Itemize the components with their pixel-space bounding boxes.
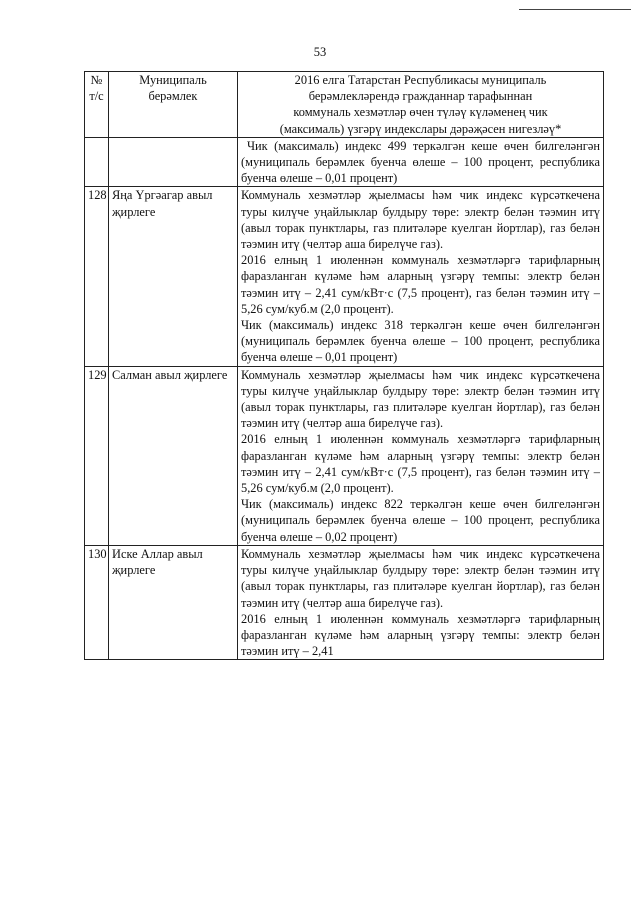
corner-rule — [519, 9, 631, 10]
row-description — [238, 187, 604, 366]
header-description: 2016 елга Татарстан Республикасы муниципаль берәмлекләрендә гражданнар тарафыннан коммуналь хезмәтләр өчен түләү күләменең чик (максималь) үзгәрү индекслары дәрәҗәсен нигезләү* — [238, 72, 604, 138]
services-paragraph: Коммуналь хезмәтләр җыелмасы һәм чик индекс күрсәткечена туры килүче уңайлыклар булдыру төре: электр белән тәэмин итү (авыл торак пунктлары, газ плитәләре куелган йортлар), газ белән тәэмин итү (челтәр аша бирелүче газ). — [241, 188, 600, 252]
tariff-table — [84, 71, 604, 660]
limit-index-paragraph: Чик (максималь) индекс 499 теркәлгән кеше өчен билгеләнгән (муниципаль берәмлек буенча өлеше – 100 процент, республика буенча өлеше – 0,01 процент) — [241, 138, 600, 186]
row-municipality: Яңа Үргәагар авыл җирлеге — [109, 187, 238, 366]
row-number: 129 — [85, 366, 109, 545]
table-row-130 — [85, 545, 604, 659]
row-description — [238, 545, 604, 659]
header-municipality: Муниципаль берәмлек — [109, 72, 238, 138]
row-description — [238, 137, 604, 187]
services-paragraph: Коммуналь хезмәтләр җыелмасы һәм чик индекс күрсәткечена туры килүче уңайлыклар булдыру төре: электр белән тәэмин итү (авыл торак пунктлары, газ плитәләре куелган йортлар), газ белән тәэмин итү (челтәр аша бирелүче газ). — [241, 367, 600, 431]
row-number: 130 — [85, 545, 109, 659]
page-number: 53 — [313, 45, 327, 59]
row-municipality — [109, 137, 238, 187]
table-row-128 — [85, 187, 604, 366]
row-municipality: Иске Аллар авыл җирлеге — [109, 545, 238, 659]
table-row-129 — [85, 366, 604, 545]
services-paragraph: Коммуналь хезмәтләр җыелмасы һәм чик индекс күрсәткечена туры килүче уңайлыклар булдыру төре: электр белән тәэмин итү (авыл торак пунктлары, газ плитәләре куелган йортлар), газ белән тәэмин итү (челтәр аша бирелүче газ). — [241, 546, 600, 610]
header-number: № т/с — [85, 72, 109, 138]
row-number — [85, 137, 109, 187]
table-header-row — [85, 72, 604, 138]
limit-index-paragraph: Чик (максималь) индекс 318 теркәлгән кеше өчен билгеләнгән (муниципаль берәмлек буенча өлеше – 100 процент, республика буенча өлеше – 0,01 процент) — [241, 318, 600, 365]
tariff-paragraph: 2016 елның 1 июленнән коммуналь хезмәтләргә тарифларның фаразланган күләме һәм аларның үзгәрү темпы: электр белән тәэмин итү – 2,41 сум/кВт·с (7,5 процент), газ белән тәэмин итү – 5,26 сум/куб.м (2,0 процент). — [241, 253, 600, 316]
tariff-paragraph: 2016 елның 1 июленнән коммуналь хезмәтләргә тарифларның фаразланган күләме һәм аларның үзгәрү темпы: электр белән тәэмин итү – 2,41 сум/кВт·с (7,5 процент), газ белән тәэмин итү – 5,26 сум/куб.м (2,0 процент). — [241, 432, 600, 496]
row-number: 128 — [85, 187, 109, 366]
row-municipality: Салман авыл җирлеге — [109, 366, 238, 545]
tariff-paragraph: 2016 елның 1 июленнән коммуналь хезмәтләргә тарифларның фаразланган күләме һәм аларның үзгәрү темпы: электр белән тәэмин итү – 2,41 — [241, 611, 600, 659]
table-row-continuation — [85, 137, 604, 187]
limit-index-paragraph: Чик (максималь) индекс 822 теркәлгән кеше өчен билгеләнгән (муниципаль берәмлек буенча өлеше – 100 процент, республика буенча өлеше – 0,02 процент) — [241, 497, 600, 544]
row-description — [238, 366, 604, 545]
